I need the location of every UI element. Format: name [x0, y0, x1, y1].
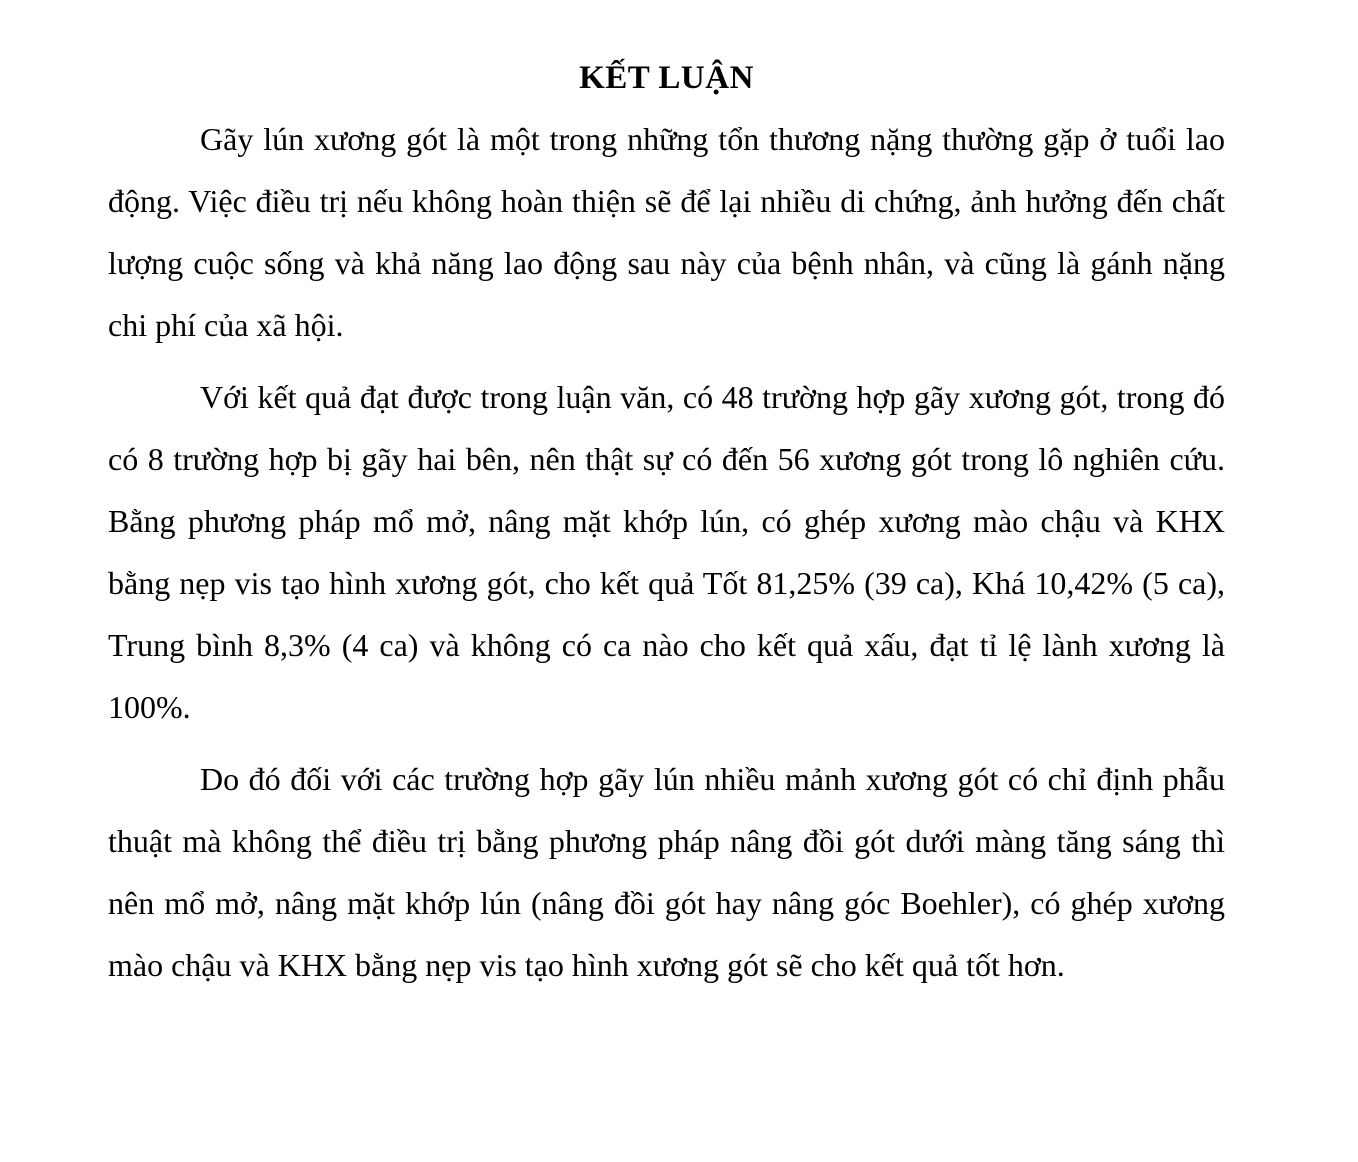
paragraph-introduction: Gãy lún xương gót là một trong những tổn thương nặng thường gặp ở tuổi lao động. Việc điều trị nếu không hoàn thiện sẽ để lại nhiều di chứng, ảnh hưởng đến chất lượng cuộc sống và khả năng lao động sau này của bệnh nhân, và cũng là gánh nặng chi phí của xã hội. — [108, 121, 1225, 343]
page-title: KẾT LUẬN — [579, 60, 754, 96]
document-page — [108, 54, 1225, 1006]
paragraph-recommendation: Do đó đối với các trường hợp gãy lún nhiều mảnh xương gót có chỉ định phẫu thuật mà không thể điều trị bằng phương pháp nâng đồi gót dưới màng tăng sáng thì nên mổ mở, nâng mặt khớp lún (nâng đồi gót hay nâng góc Boehler), có ghép xương mào chậu và KHX bằng nẹp vis tạo hình xương gót sẽ cho kết quả tốt hơn. — [108, 761, 1225, 983]
paragraph-results: Với kết quả đạt được trong luận văn, có 48 trường hợp gãy xương gót, trong đó có 8 trường hợp bị gãy hai bên, nên thật sự có đến 56 xương gót trong lô nghiên cứu. Bằng phương pháp mổ mở, nâng mặt khớp lún, có ghép xương mào chậu và KHX bằng nẹp vis tạo hình xương gót, cho kết quả Tốt 81,25% (39 ca), Khá 10,42% (5 ca), Trung bình 8,3% (4 ca) và không có ca nào cho kết quả xấu, đạt tỉ lệ lành xương là 100%. — [108, 379, 1225, 725]
